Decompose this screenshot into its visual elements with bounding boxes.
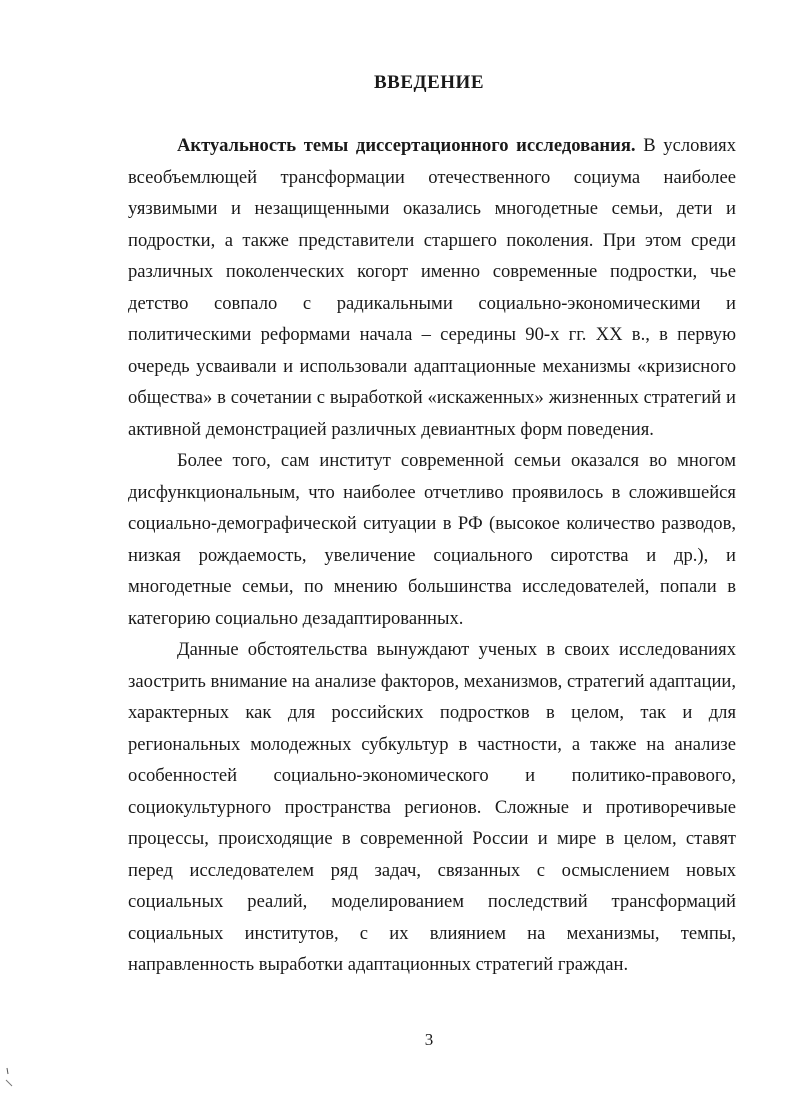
paragraph-family-institution bbox=[128, 445, 736, 634]
page-title: ВВЕДЕНИЕ bbox=[374, 72, 484, 93]
paragraph-text: Данные обстоятельства вынуждают ученых в своих исследованиях заострить внимание на анализе факторов, механизмов, стратегий адаптации, характерных как для российских подростков в целом, так и для региональных молодежных субкультур в частности, а также на анализе особенностей социально-экономического и политико-правового, социокультурного пространства регионов. Сложные и противоречивые процессы, происходящие в современной России и мире в целом, ставят перед исследователем ряд задач, связанных с осмыслением новых социальных реалий, моделированием последствий трансформаций социальных институтов, с их влиянием на механизмы, темпы, направленность выработки адаптационных стратегий граждан. bbox=[128, 639, 736, 975]
scan-artifact bbox=[4, 1066, 18, 1088]
paragraph-relevance bbox=[128, 130, 736, 445]
page-number: 3 bbox=[424, 1030, 434, 1049]
paragraph-research-focus bbox=[128, 634, 736, 981]
paragraph-text: Более того, сам институт современной семьи оказался во многом дисфункциональным, что наиболее отчетливо проявилось в сложившейся социально-демографической ситуации в РФ (высокое количество разводов, низкая рождаемость, увеличение социального сиротства и др.), и многодетные семьи, по мнению большинства исследователей, попали в категорию социально дезадаптированных. bbox=[128, 450, 736, 629]
body-text bbox=[128, 130, 736, 981]
paragraph-text: В условиях всеобъемлющей трансформации отечественного социума наиболее уязвимыми и незащищенными оказались многодетные семьи, дети и подростки, а также представители старшего поколения. При этом среди различных поколенческих когорт именно современные подростки, чье детство совпало с радикальными социально-экономическими и политическими реформами начала – середины 90-х гг. XX в., в первую очередь усваивали и использовали адаптационные механизмы «кризисного общества» в сочетании с выработкой «искаженных» жизненных стратегий и активной демонстрацией различных девиантных форм поведения. bbox=[128, 135, 737, 440]
paragraph-lead-heading: Актуальность темы диссертационного исследования. bbox=[177, 135, 636, 156]
